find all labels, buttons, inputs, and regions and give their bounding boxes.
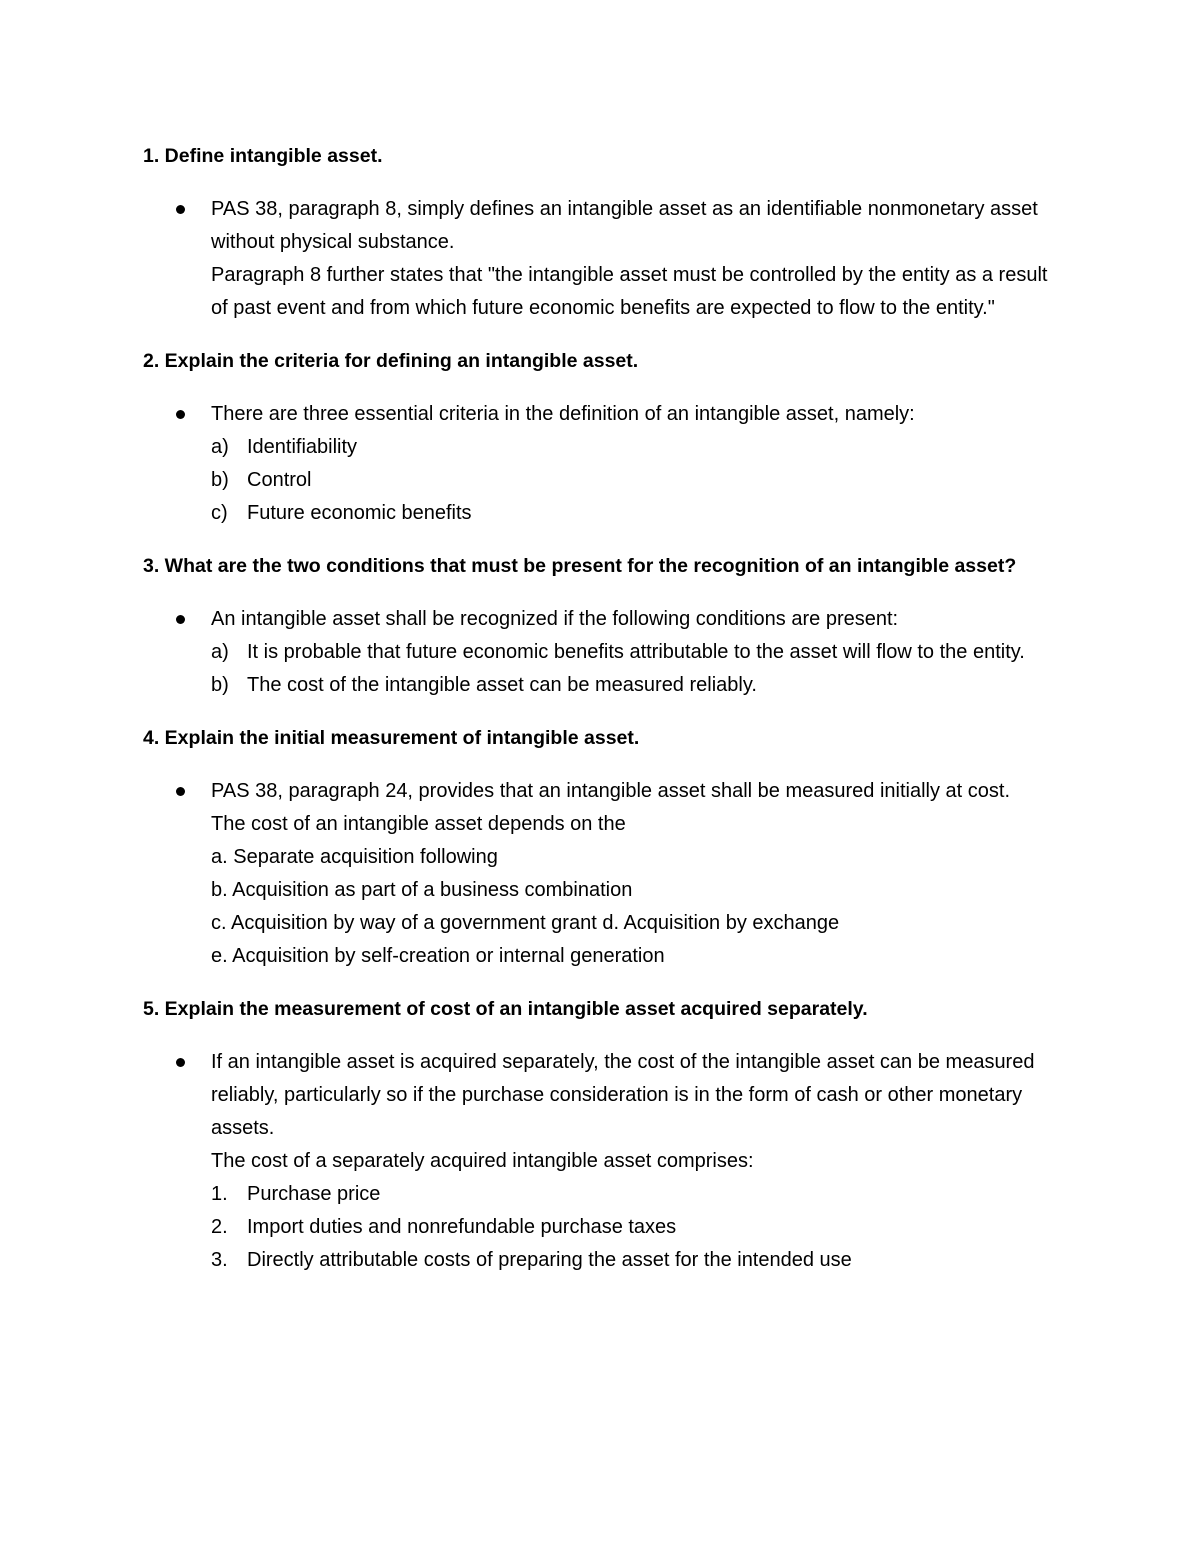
list-item	[211, 636, 1053, 669]
bullet-icon	[176, 1058, 185, 1067]
bullet-icon	[176, 205, 185, 214]
list-item	[211, 464, 1053, 497]
list-marker: b)	[211, 674, 229, 696]
answer-text: Paragraph 8 further states that "the intangible asset must be controlled by the entity as a result of past event and from which future economic benefits are expected to flow to the entity."	[211, 264, 1048, 319]
question-title: 4. Explain the initial measurement of intangible asset.	[143, 727, 640, 749]
answer-text: b. Acquisition as part of a business combination	[211, 879, 633, 901]
list-marker: c)	[211, 502, 228, 524]
question-block-5	[143, 993, 1053, 1277]
list-item-text: Future economic benefits	[247, 502, 472, 524]
question-title: 2. Explain the criteria for defining an intangible asset.	[143, 350, 639, 372]
answer-text: e. Acquisition by self-creation or internal generation	[211, 945, 665, 967]
question-block-1	[143, 140, 1053, 325]
list-item	[211, 497, 1053, 530]
list-item-text: Import duties and nonrefundable purchase taxes	[247, 1216, 677, 1238]
list-item	[211, 1211, 1053, 1244]
list-item	[211, 1244, 1053, 1277]
question-block-3	[143, 550, 1053, 702]
answer-bullet	[143, 193, 1053, 325]
answer-text: PAS 38, paragraph 8, simply defines an intangible asset as an identifiable nonmonetary asset without physical substance.	[211, 198, 1038, 253]
answer-text: If an intangible asset is acquired separately, the cost of the intangible asset can be measured reliably, particularly so if the purchase consideration is in the form of cash or other monetary assets.	[211, 1051, 1035, 1139]
list-marker: a)	[211, 436, 229, 458]
answer-bullet	[143, 1046, 1053, 1277]
question-title: 1. Define intangible asset.	[143, 145, 383, 167]
list-item-text: Purchase price	[247, 1183, 381, 1205]
answer-bullet	[143, 603, 1053, 702]
list-item-text: Directly attributable costs of preparing the asset for the intended use	[247, 1249, 852, 1271]
question-title: 3. What are the two conditions that must be present for the recognition of an intangible asset?	[143, 555, 1017, 577]
answer-text: There are three essential criteria in the definition of an intangible asset, namely:	[211, 403, 915, 425]
list-item-text: It is probable that future economic benefits attributable to the asset will flow to the entity.	[247, 641, 1025, 663]
answer-text: PAS 38, paragraph 24, provides that an intangible asset shall be measured initially at cost.	[211, 780, 1010, 802]
list-item	[211, 1178, 1053, 1211]
answer-bullet	[143, 775, 1053, 973]
question-title: 5. Explain the measurement of cost of an intangible asset acquired separately.	[143, 998, 868, 1020]
list-marker: 3.	[211, 1249, 228, 1271]
bullet-icon	[176, 410, 185, 419]
list-marker: a)	[211, 641, 229, 663]
list-item	[211, 431, 1053, 464]
answer-text: The cost of an intangible asset depends on the	[211, 813, 626, 835]
list-marker: 2.	[211, 1216, 228, 1238]
question-block-4	[143, 722, 1053, 973]
list-item-text: Control	[247, 469, 312, 491]
question-block-2	[143, 345, 1053, 530]
list-item-text: Identifiability	[247, 436, 358, 458]
bullet-icon	[176, 615, 185, 624]
list-item	[211, 669, 1053, 702]
answer-text: c. Acquisition by way of a government grant d. Acquisition by exchange	[211, 912, 840, 934]
answer-text: a. Separate acquisition following	[211, 846, 498, 868]
bullet-icon	[176, 787, 185, 796]
answer-text: The cost of a separately acquired intangible asset comprises:	[211, 1150, 754, 1172]
list-item-text: The cost of the intangible asset can be measured reliably.	[247, 674, 757, 696]
answer-text: An intangible asset shall be recognized if the following conditions are present:	[211, 608, 899, 630]
list-marker: 1.	[211, 1183, 228, 1205]
list-marker: b)	[211, 469, 229, 491]
answer-bullet	[143, 398, 1053, 530]
document-body	[143, 140, 1053, 1297]
